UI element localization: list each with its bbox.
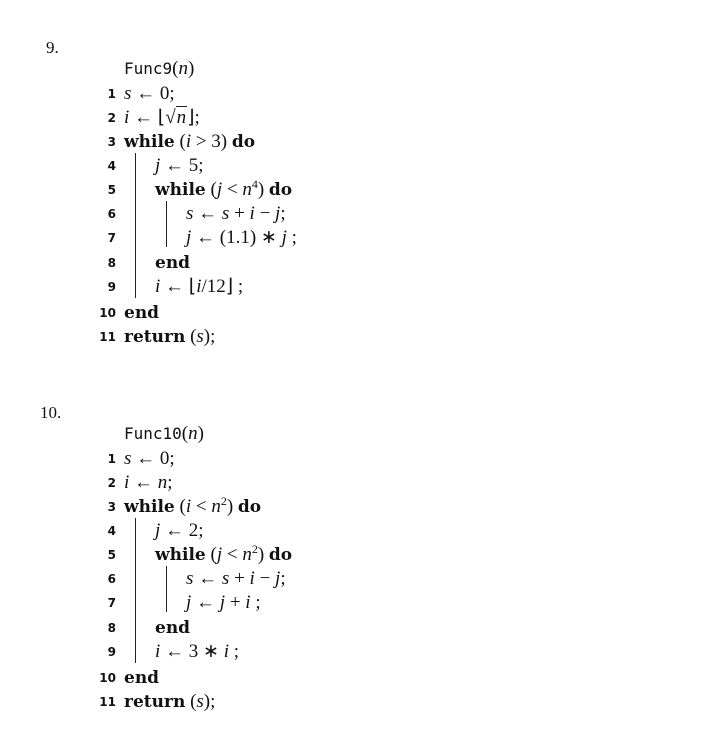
line-number: 10 [99,671,116,685]
line-number: 9 [107,645,116,659]
inner-loop-bar [166,566,167,612]
line-number: 3 [107,500,116,514]
problem-number: 10. [40,403,62,422]
line-number: 8 [107,621,116,635]
line-number: 4 [107,524,116,538]
line-number: 2 [107,111,116,125]
line-number: 9 [107,280,116,294]
line-number: 4 [107,159,116,173]
line-number: 7 [107,596,116,610]
line-number: 3 [107,135,116,149]
line-number: 7 [107,231,116,245]
line-number: 1 [107,452,116,466]
line-number: 6 [107,572,116,586]
line-number: 11 [99,695,116,709]
line-number: 11 [99,330,116,344]
function-name: Func9 [124,59,173,78]
line-number: 2 [107,476,116,490]
line-number: 5 [107,183,116,197]
line-number: 5 [107,548,116,562]
line-number: 1 [107,87,116,101]
inner-loop-bar [166,201,167,247]
problem-number: 9. [46,38,59,57]
outer-loop-bar [135,153,136,298]
outer-loop-bar [135,518,136,663]
function-header: Func10(n) [124,423,204,444]
function-header: Func9(n) [124,58,195,79]
line-number: 8 [107,256,116,270]
function-name: Func10 [124,424,182,443]
line-number: 6 [107,207,116,221]
line-number: 10 [99,306,116,320]
